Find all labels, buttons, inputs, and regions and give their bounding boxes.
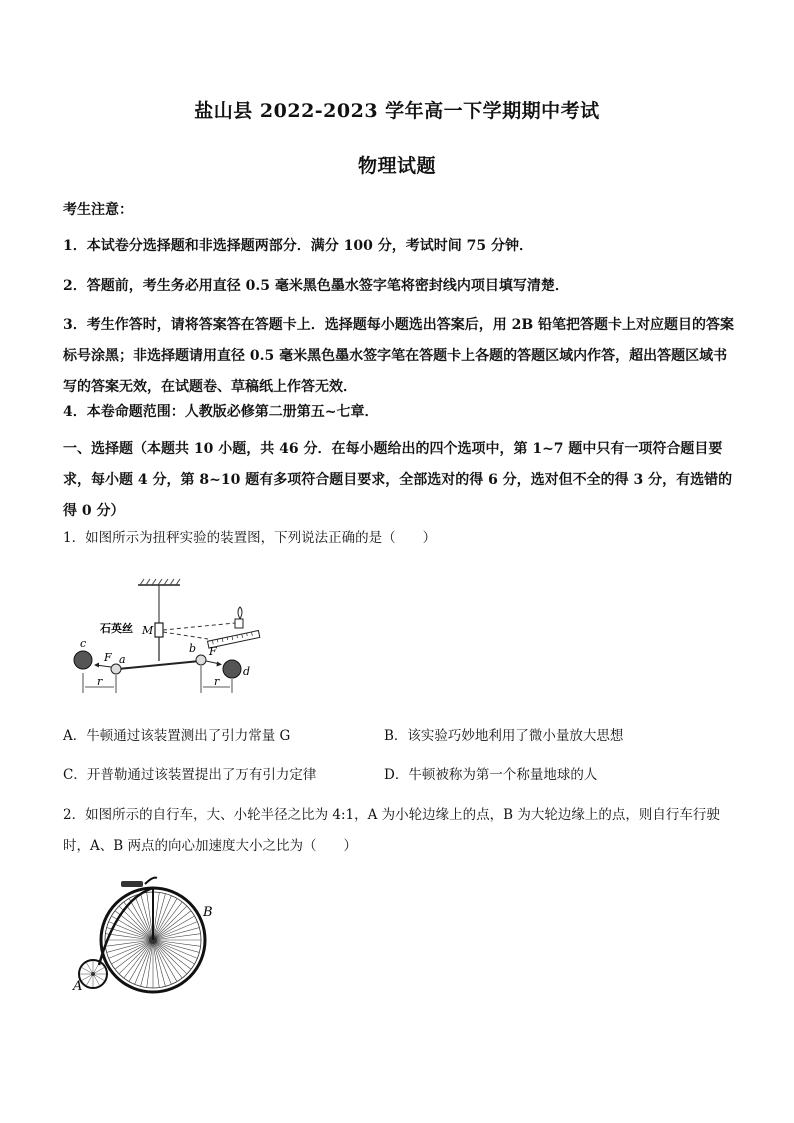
notice-item: 1．本试卷分选择题和非选择题两部分．满分 100 分，考试时间 75 分钟． <box>63 238 533 254</box>
force-label-left: F <box>104 651 112 664</box>
section-instructions: 一、选择题（本题共 10 小题，共 46 分．在每小题给出的四个选项中，第 1~7 题中只有一项符合题目要求，每小题 4 分，第 8~10 题有多项符合题目要求，全部选对的得 6 分，选对但不全的得 3 分，有选错的得 0 分） <box>63 441 733 519</box>
notice-heading: 考生注意： <box>63 202 133 218</box>
wheel-spoke <box>141 894 153 940</box>
wheel-spoke <box>107 928 153 940</box>
fiber-label: 石英丝 <box>100 622 133 635</box>
option-c: C．开普勒通过该装置提出了万有引力定律 <box>63 767 317 783</box>
exam-subtitle: 物理试题 <box>357 155 436 177</box>
ball-c-label: c <box>80 637 87 650</box>
exam-title: 盐山县 2022-2023 学年高一下学期期中考试 <box>194 100 600 122</box>
point-a-label: A <box>73 979 83 994</box>
ball-d-label: d <box>243 665 251 678</box>
torsion-balance-figure <box>68 575 278 705</box>
wheel-spoke <box>153 928 199 940</box>
option-a: A．牛顿通过该装置测出了引力常量 G <box>63 728 291 744</box>
question-1-stem: 1．如图所示为扭秤实验的装置图，下列说法正确的是（ ） <box>63 530 437 546</box>
wheel-spoke <box>141 940 153 986</box>
distance-label-left: r <box>97 675 103 688</box>
wheel-spoke <box>153 940 165 986</box>
question-2-stem: 2．如图所示的自行车，大、小轮半径之比为 4:1，A 为小轮边缘上的点，B 为大轮边缘上的点，则自行车行驶时，A、B 两点的向心加速度大小之比为（ ） <box>63 807 720 854</box>
bicycle-figure <box>65 870 225 995</box>
wheel-spoke <box>107 940 153 952</box>
option-b: B．该实验巧妙地利用了微小量放大思想 <box>384 728 624 744</box>
mirror-label: M <box>142 624 154 637</box>
force-label-right: F <box>209 645 217 658</box>
notice-item: 2．答题前，考生务必用直径 0.5 毫米黑色墨水签字笔将密封线内项目填写清楚． <box>63 278 569 294</box>
notice-item: 4．本卷命题范围：人教版必修第二册第五~七章． <box>63 404 379 420</box>
wheel-spoke <box>153 940 199 952</box>
wheel-spoke <box>153 894 165 940</box>
option-d: D．牛顿被称为第一个称量地球的人 <box>384 767 598 783</box>
ball-b-label: b <box>189 642 197 655</box>
ball-a-label: a <box>119 653 126 666</box>
notice-item: 3．考生作答时，请将答案答在答题卡上．选择题每小题选出答案后，用 2B 铅笔把答题卡上对应题目的答案标号涂黑；非选择题请用直径 0.5 毫米黑色墨水签字笔在答题卡上各题的答题区域内作答，超出答题区域书写的答案无效，在试题卷、草稿纸上作答无效． <box>63 317 735 395</box>
point-b-label: B <box>203 905 213 920</box>
distance-label-right: r <box>214 675 220 688</box>
